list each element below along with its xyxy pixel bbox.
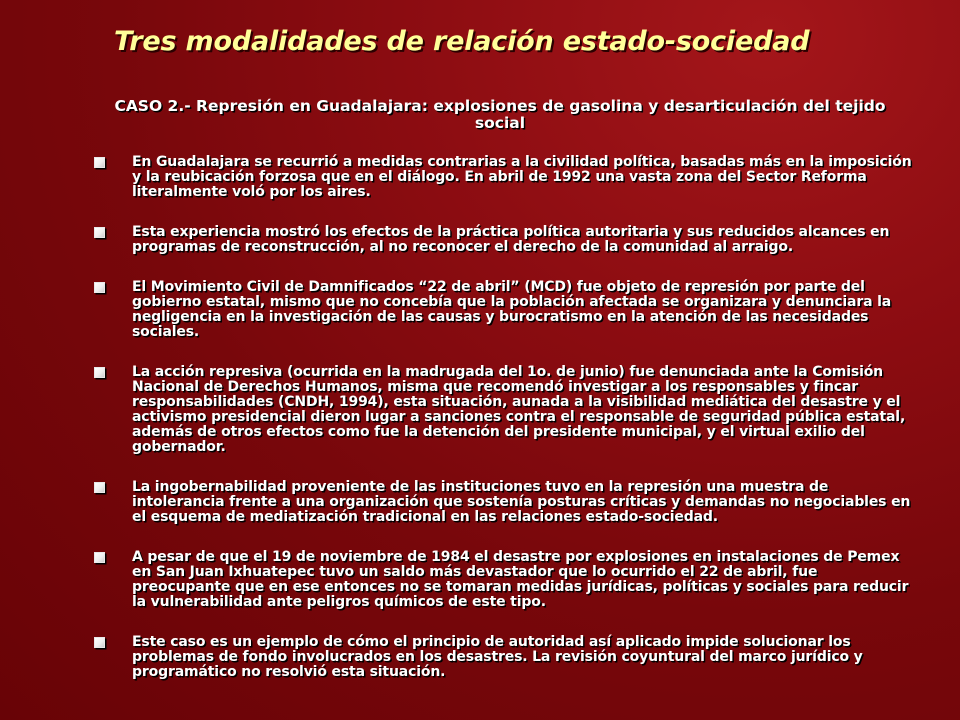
bullet-text: Este caso es un ejemplo de cómo el principio de autoridad así aplicado impide solucionar los problemas de fondo involucrados en los desastres. La revisión coyuntural del marco jurídico y programático no resolvió esta situación. bbox=[132, 634, 863, 680]
bullet-item bbox=[94, 155, 914, 200]
square-bullet-icon bbox=[94, 282, 105, 293]
square-bullet-icon bbox=[94, 637, 105, 648]
bullet-text: A pesar de que el 19 de noviembre de 1984 el desastre por explosiones en instalaciones de Pemex en San Juan Ixhuatepec tuvo un saldo más devastador que lo ocurrido el 22 de abril, fue preocupante que en ese entonces no se tomaran medidas jurídicas, políticas y sociales para reducir la vulnerabilidad ante peligros químicos de este tipo. bbox=[132, 549, 909, 610]
bullet-text: El Movimiento Civil de Damnificados “22 de abril” (MCD) fue objeto de represión por parte del gobierno estatal, mismo que no concebía que la población afectada se organizara y denunciara la negligencia en la investigación de las causas y burocratismo en la atención de las necesidades sociales. bbox=[132, 279, 892, 340]
slide-title: Tres modalidades de relación estado-sociedad bbox=[114, 26, 810, 57]
square-bullet-icon bbox=[94, 227, 105, 238]
bullet-text: La acción represiva (ocurrida en la madrugada del 1o. de junio) fue denunciada ante la Comisión Nacional de Derechos Humanos, misma que recomendó investigar a los responsables y fincar responsabilidades (CNDH, 1994), esta situación, aunada a la visibilidad mediática del desastre y el activismo presidencial dieron lugar a sanciones contra el responsable de seguridad pública estatal, además de otros efectos como fue la detención del presidente municipal, y el virtual exilio del gobernador. bbox=[132, 364, 906, 455]
bullet-item bbox=[94, 280, 914, 340]
bullet-item bbox=[94, 550, 914, 610]
bullet-item bbox=[94, 635, 914, 680]
slide-subtitle: CASO 2.- Represión en Guadalajara: explosiones de gasolina y desarticulación del tejido social bbox=[114, 97, 886, 132]
bullet-text: Esta experiencia mostró los efectos de la práctica política autoritaria y sus reducidos alcances en programas de reconstrucción, al no reconocer el derecho de la comunidad al arraigo. bbox=[132, 224, 890, 255]
bullet-item bbox=[94, 225, 914, 255]
square-bullet-icon bbox=[94, 157, 105, 168]
bullet-item bbox=[94, 365, 914, 455]
bullet-text: En Guadalajara se recurrió a medidas contrarias a la civilidad política, basadas más en la imposición y la reubicación forzosa que en el diálogo. En abril de 1992 una vasta zona del Sector Reforma literalmente voló por los aires. bbox=[132, 154, 912, 200]
bullet-list bbox=[94, 155, 914, 705]
square-bullet-icon bbox=[94, 552, 105, 563]
square-bullet-icon bbox=[94, 367, 105, 378]
bullet-text: La ingobernabilidad proveniente de las instituciones tuvo en la represión una muestra de intolerancia frente a una organización que sostenía posturas críticas y demandas no negociables en el esquema de mediatización tradicional en las relaciones estado-sociedad. bbox=[132, 479, 911, 525]
bullet-item bbox=[94, 480, 914, 525]
square-bullet-icon bbox=[94, 482, 105, 493]
